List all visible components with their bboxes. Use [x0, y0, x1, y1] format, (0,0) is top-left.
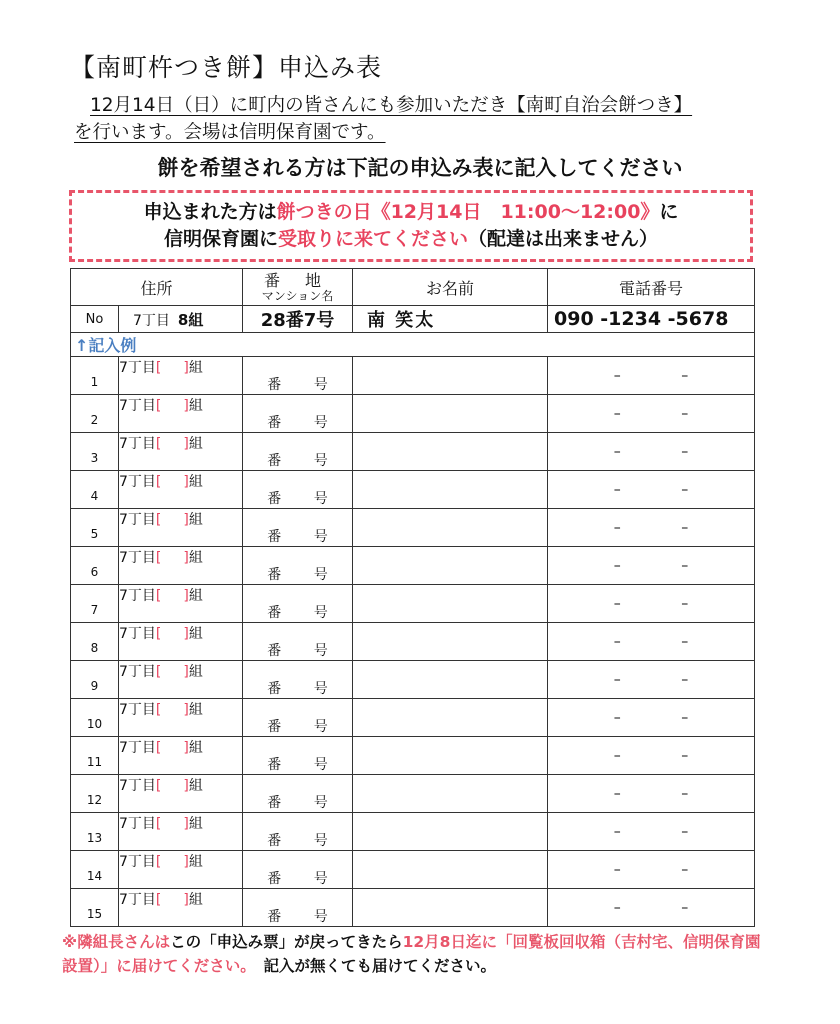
header-name: お名前: [353, 269, 548, 306]
address-field[interactable]: [119, 395, 243, 433]
phone-field[interactable]: – –: [548, 357, 755, 395]
row-number: [71, 889, 119, 927]
name-field[interactable]: [353, 471, 548, 509]
name-field[interactable]: [353, 547, 548, 585]
phone-field[interactable]: – –: [548, 699, 755, 737]
table-row: [71, 699, 755, 737]
row-number: [71, 661, 119, 699]
entry-rows: [71, 357, 755, 927]
example-no: No: [71, 306, 119, 333]
name-field[interactable]: [353, 623, 548, 661]
row-number-text: 7: [90, 602, 99, 617]
table-row: [71, 813, 755, 851]
bracket-close: ]: [183, 550, 189, 566]
intro-text: [74, 92, 774, 146]
bracket-close: ]: [183, 664, 189, 680]
table-row: [71, 661, 755, 699]
address-field[interactable]: [119, 775, 243, 813]
footer-text: 記入が無くても届けてください。: [248, 957, 497, 975]
banchi-field[interactable]: 番 号: [243, 889, 353, 927]
example-label: ↑記入例: [71, 333, 243, 357]
bracket-close: ]: [183, 778, 189, 794]
name-field[interactable]: [353, 395, 548, 433]
phone-field[interactable]: – –: [548, 395, 755, 433]
kumi-label: 組: [188, 626, 203, 642]
bracket-open: [: [155, 436, 162, 452]
row-number-text: 8: [90, 640, 99, 655]
name-field[interactable]: [353, 699, 548, 737]
kumi-label: 組: [188, 892, 203, 908]
address-field[interactable]: [119, 433, 243, 471]
address-prefix: 7丁目: [119, 778, 156, 794]
bracket-open: [: [155, 816, 162, 832]
name-field[interactable]: [353, 661, 548, 699]
row-number-text: 10: [86, 716, 103, 731]
table-row: [71, 623, 755, 661]
banchi-field[interactable]: 番 号: [243, 623, 353, 661]
address-prefix: 7丁目: [119, 664, 156, 680]
row-number: [71, 585, 119, 623]
intro-line-1: 12月14日（日）に町内の皆さんにも参加いただき【南町自治会餅つき】: [90, 95, 693, 116]
row-number: [71, 547, 119, 585]
kumi-label: 組: [188, 816, 203, 832]
banchi-field[interactable]: 番 号: [243, 661, 353, 699]
footer-text: この「申込み票」が戻ってきたら: [170, 933, 403, 951]
footer-group-leader: 隣組長さんは: [77, 933, 171, 951]
table-row: [71, 889, 755, 927]
kumi-label: 組: [188, 854, 203, 870]
address-prefix: 7丁目: [119, 474, 156, 490]
name-field[interactable]: [353, 737, 548, 775]
example-label-row: [71, 333, 755, 357]
bracket-close: ]: [183, 626, 189, 642]
phone-field[interactable]: – –: [548, 889, 755, 927]
kumi-label: 組: [188, 702, 203, 718]
example-label-filler: [243, 333, 755, 357]
notice-text: に: [659, 201, 679, 223]
address-prefix: 7丁目: [119, 360, 156, 376]
phone-field[interactable]: – –: [548, 585, 755, 623]
table-row: [71, 851, 755, 889]
address-prefix: 7丁目: [119, 892, 156, 908]
address-prefix: 7丁目: [119, 854, 156, 870]
example-kumi: 8組: [177, 310, 204, 329]
row-number-text: 2: [90, 412, 99, 427]
kumi-label: 組: [188, 664, 203, 680]
example-address: [119, 306, 243, 333]
kumi-label: 組: [188, 740, 203, 756]
address-prefix: 7丁目: [119, 588, 156, 604]
example-row: [71, 306, 755, 333]
row-number: [71, 699, 119, 737]
bracket-close: ]: [183, 702, 189, 718]
bracket-open: [: [155, 550, 162, 566]
header-banchi-sub: マンション名: [261, 288, 334, 303]
intro-line-2: を行います。会場は信明保育園です。: [74, 122, 386, 143]
phone-field[interactable]: – –: [548, 851, 755, 889]
notice-text: 信明保育園に: [163, 228, 278, 250]
row-number-text: 14: [86, 868, 103, 883]
kumi-label: 組: [188, 360, 203, 376]
banchi-field[interactable]: 番 号: [243, 471, 353, 509]
bracket-open: [: [155, 360, 162, 376]
banchi-field[interactable]: 番 号: [243, 699, 353, 737]
row-number: [71, 775, 119, 813]
phone-field[interactable]: – –: [548, 661, 755, 699]
bracket-close: ]: [183, 436, 189, 452]
bracket-open: [: [155, 702, 162, 718]
address-prefix: 7丁目: [119, 436, 156, 452]
banchi-field[interactable]: 番 号: [243, 509, 353, 547]
bracket-open: [: [155, 854, 162, 870]
bracket-close: ]: [183, 474, 189, 490]
header-banchi: [243, 269, 353, 306]
row-number: [71, 813, 119, 851]
address-prefix: 7丁目: [119, 702, 156, 718]
bracket-open: [: [155, 398, 162, 414]
notice-line-1: [72, 199, 750, 226]
footer-deadline: 12月8日迄に「回覧板回収箱（吉村宅、信明保育園 設置）」に届けてください。: [62, 933, 776, 975]
row-number: [71, 471, 119, 509]
address-prefix: 7丁目: [119, 550, 156, 566]
name-field[interactable]: [353, 585, 548, 623]
bracket-open: [: [155, 740, 162, 756]
row-number: [71, 395, 119, 433]
table-row: [71, 737, 755, 775]
row-number-text: 9: [90, 678, 99, 693]
kumi-label: 組: [188, 550, 203, 566]
table-row: [71, 585, 755, 623]
notice-pickup: 受取りに来てください: [277, 228, 468, 250]
phone-field[interactable]: – –: [548, 471, 755, 509]
bracket-open: [: [155, 474, 162, 490]
row-number: [71, 737, 119, 775]
row-number: [71, 357, 119, 395]
address-field[interactable]: [119, 737, 243, 775]
table-row: [71, 775, 755, 813]
bracket-open: [: [155, 778, 162, 794]
address-field[interactable]: [119, 813, 243, 851]
phone-field[interactable]: – –: [548, 433, 755, 471]
row-number-text: 13: [86, 830, 103, 845]
address-field[interactable]: [119, 889, 243, 927]
kumi-label: 組: [188, 512, 203, 528]
notice-text: （配達は出来ません）: [468, 228, 659, 250]
row-number: [71, 623, 119, 661]
banchi-field[interactable]: 番 号: [243, 737, 353, 775]
bracket-close: ]: [183, 360, 189, 376]
banchi-field[interactable]: 番 号: [243, 395, 353, 433]
address-prefix: 7丁目: [119, 816, 156, 832]
page-title: 【南町杵つき餅】申込み表: [70, 53, 383, 82]
table-row: [71, 433, 755, 471]
bracket-close: ]: [183, 816, 189, 832]
name-field[interactable]: [353, 509, 548, 547]
header-phone: 電話番号: [548, 269, 755, 306]
row-number-text: 3: [90, 450, 99, 465]
address-field[interactable]: [119, 547, 243, 585]
name-field[interactable]: [353, 813, 548, 851]
row-number-text: 15: [86, 906, 103, 921]
notice-date: 餅つきの日《12月14日 11:00～12:00》: [276, 201, 660, 223]
bracket-open: [: [155, 588, 162, 604]
table-row: [71, 509, 755, 547]
address-prefix: 7丁目: [119, 512, 156, 528]
row-number-text: 5: [90, 526, 99, 541]
name-field[interactable]: [353, 775, 548, 813]
example-name: 南 笑太: [353, 306, 548, 333]
phone-field[interactable]: – –: [548, 813, 755, 851]
header-address: 住所: [71, 269, 243, 306]
banchi-field[interactable]: 番 号: [243, 813, 353, 851]
address-field[interactable]: [119, 509, 243, 547]
banchi-field[interactable]: 番 号: [243, 547, 353, 585]
address-prefix: 7丁目: [119, 740, 156, 756]
table-row: [71, 395, 755, 433]
example-banchi: 28番7号: [243, 306, 353, 333]
row-number: [71, 851, 119, 889]
name-field[interactable]: [353, 357, 548, 395]
row-number: [71, 509, 119, 547]
banchi-field[interactable]: 番 号: [243, 585, 353, 623]
row-number-text: 6: [90, 564, 99, 579]
name-field[interactable]: [353, 433, 548, 471]
name-field[interactable]: [353, 851, 548, 889]
bracket-close: ]: [183, 398, 189, 414]
notice-box: [69, 190, 753, 262]
kumi-label: 組: [188, 398, 203, 414]
kumi-label: 組: [188, 436, 203, 452]
phone-field[interactable]: – –: [548, 623, 755, 661]
bracket-close: ]: [183, 588, 189, 604]
application-table: [70, 268, 755, 927]
notice-line-2: [72, 226, 750, 253]
address-field[interactable]: [119, 699, 243, 737]
row-number-text: 4: [90, 488, 99, 503]
phone-field[interactable]: – –: [548, 737, 755, 775]
row-number-text: 1: [90, 374, 99, 389]
header-banchi-label: 番 地: [263, 270, 332, 290]
banchi-field[interactable]: 番 号: [243, 357, 353, 395]
kumi-label: 組: [188, 474, 203, 490]
bracket-open: [: [155, 664, 162, 680]
bracket-open: [: [155, 626, 162, 642]
row-number: [71, 433, 119, 471]
lead-heading: 餅を希望される方は下記の申込み表に記入してください: [157, 156, 683, 180]
phone-field[interactable]: – –: [548, 775, 755, 813]
bracket-close: ]: [183, 740, 189, 756]
bracket-close: ]: [183, 892, 189, 908]
footer-note: [62, 930, 782, 978]
address-field[interactable]: [119, 471, 243, 509]
table-row: [71, 471, 755, 509]
address-field[interactable]: [119, 623, 243, 661]
address-field[interactable]: [119, 661, 243, 699]
row-number-text: 12: [86, 792, 103, 807]
bracket-close: ]: [183, 854, 189, 870]
banchi-field[interactable]: 番 号: [243, 775, 353, 813]
banchi-field[interactable]: 番 号: [243, 851, 353, 889]
row-number-text: 11: [86, 754, 103, 769]
example-phone: 090 -1234 -5678: [548, 306, 755, 333]
example-address-text: 7丁目: [133, 312, 170, 329]
kumi-label: 組: [188, 778, 203, 794]
bracket-open: [: [155, 892, 162, 908]
footer-mark: ※: [62, 933, 78, 951]
table-row: [71, 357, 755, 395]
notice-text: 申込まれた方は: [143, 201, 277, 223]
phone-field[interactable]: – –: [548, 547, 755, 585]
bracket-close: ]: [183, 512, 189, 528]
address-prefix: 7丁目: [119, 398, 156, 414]
table-header-row: [71, 269, 755, 306]
phone-field[interactable]: – –: [548, 509, 755, 547]
name-field[interactable]: [353, 889, 548, 927]
banchi-field[interactable]: 番 号: [243, 433, 353, 471]
table-row: [71, 547, 755, 585]
address-field[interactable]: [119, 585, 243, 623]
bracket-open: [: [155, 512, 162, 528]
address-prefix: 7丁目: [119, 626, 156, 642]
address-field[interactable]: [119, 357, 243, 395]
kumi-label: 組: [188, 588, 203, 604]
address-field[interactable]: [119, 851, 243, 889]
